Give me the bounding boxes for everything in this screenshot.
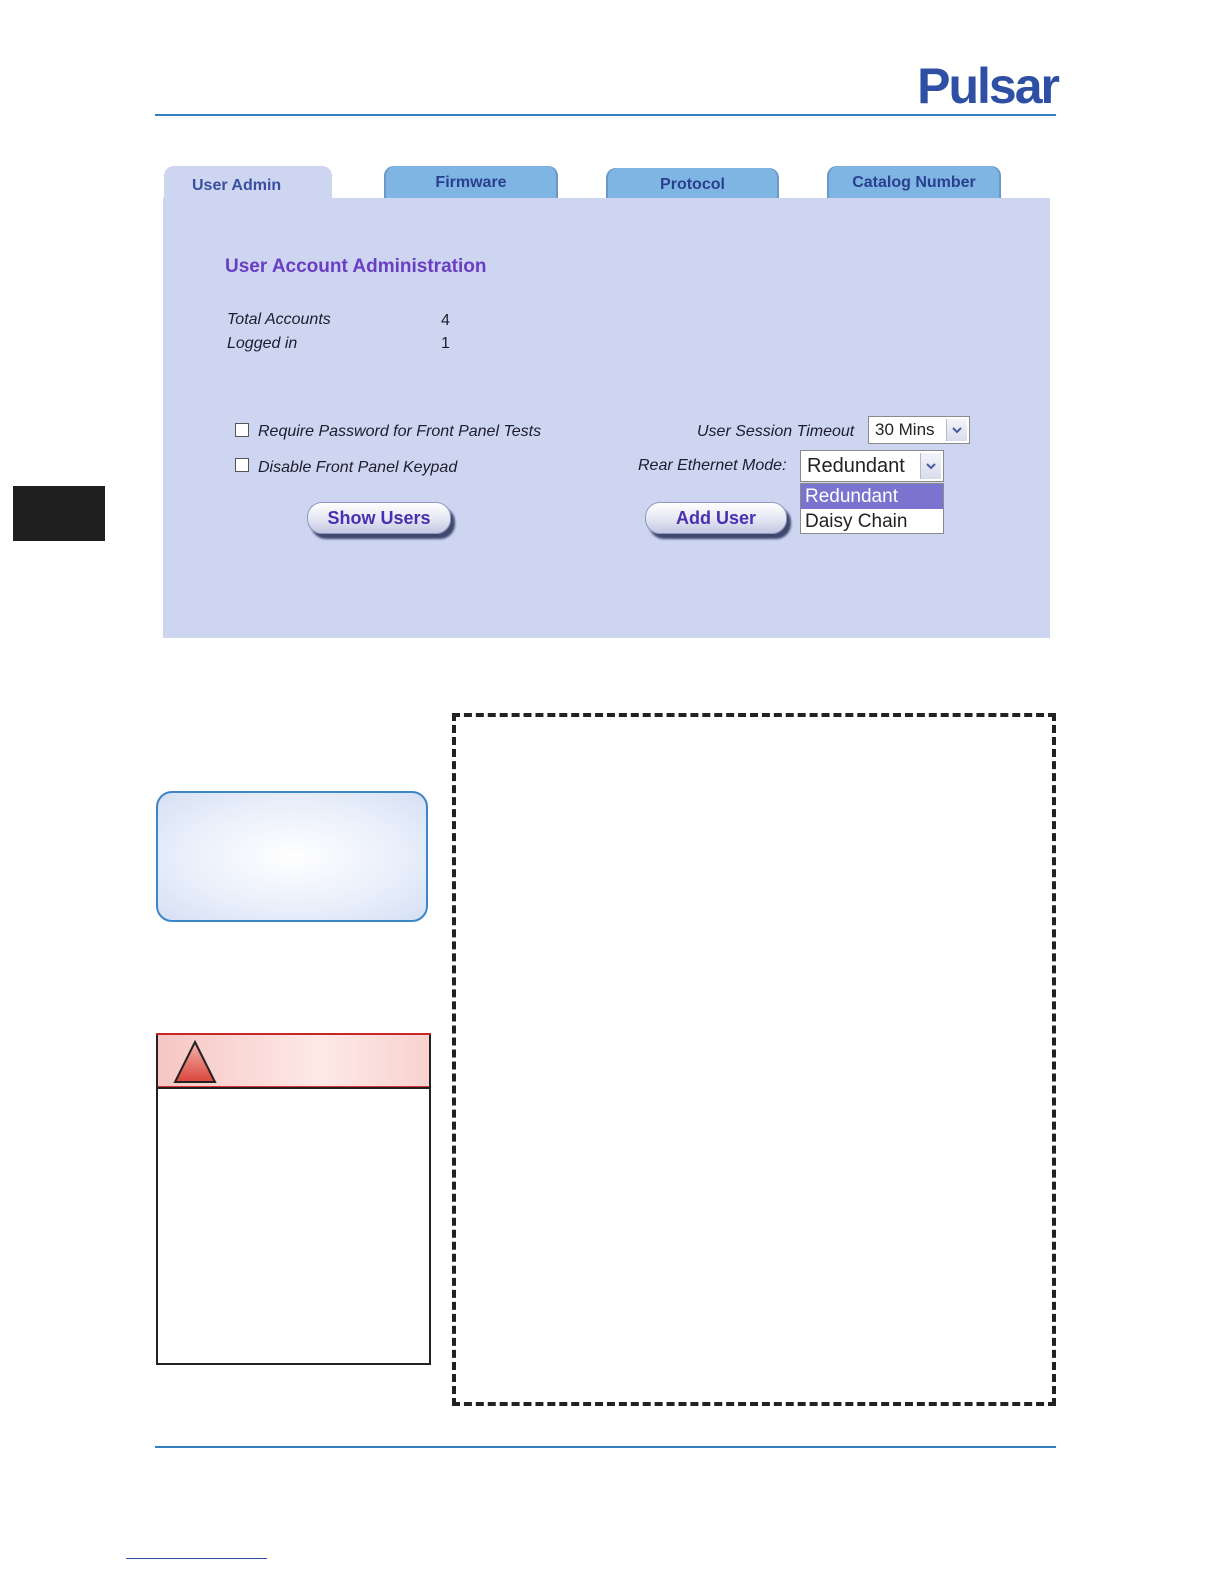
- chevron-down-icon[interactable]: [920, 453, 941, 479]
- session-timeout-value: 30 Mins: [875, 420, 935, 439]
- warning-triangle-icon: [173, 1040, 217, 1084]
- ethernet-mode-select[interactable]: [800, 450, 944, 482]
- note-callout: [156, 791, 428, 922]
- dropdown-option-redundant[interactable]: Redundant: [801, 484, 943, 509]
- ethernet-mode-dropdown: [800, 483, 944, 534]
- require-password-checkbox[interactable]: [235, 423, 249, 437]
- dropdown-option-daisy-chain[interactable]: Daisy Chain: [805, 511, 908, 532]
- section-marker: [13, 486, 105, 541]
- page-title: User Account Administration: [225, 256, 487, 277]
- logged-in-label: Logged in: [227, 335, 298, 352]
- tab-protocol[interactable]: [606, 168, 779, 202]
- tab-label: Catalog Number: [852, 174, 976, 191]
- ethernet-mode-label: Rear Ethernet Mode:: [638, 457, 787, 474]
- show-users-button[interactable]: Show Users: [307, 502, 451, 534]
- tab-catalog-number[interactable]: [827, 166, 1001, 200]
- tab-label: User Admin: [192, 177, 282, 194]
- disable-keypad-checkbox[interactable]: [235, 458, 249, 472]
- disable-keypad-label: Disable Front Panel Keypad: [258, 459, 458, 476]
- logged-in-value: 1: [441, 335, 450, 352]
- dashed-content-frame: [452, 713, 1056, 1406]
- pulsar-logo: [890, 60, 1058, 112]
- warning-box: [156, 1033, 431, 1365]
- spark-icon: [901, 72, 921, 92]
- require-password-label: Require Password for Front Panel Tests: [258, 423, 542, 440]
- session-timeout-select[interactable]: [868, 416, 970, 444]
- chevron-down-icon[interactable]: [946, 419, 967, 441]
- tab-firmware[interactable]: [384, 166, 558, 200]
- total-accounts-label: Total Accounts: [227, 311, 331, 328]
- add-user-button[interactable]: Add User: [645, 502, 787, 534]
- ethernet-mode-value: Redundant: [807, 454, 905, 477]
- total-accounts-value: 4: [441, 312, 450, 329]
- footer-rule: [155, 1446, 1056, 1448]
- footer-underline: [126, 1558, 267, 1559]
- tab-label: Firmware: [435, 174, 507, 191]
- session-timeout-label: User Session Timeout: [697, 423, 855, 440]
- tab-label: Protocol: [660, 176, 725, 193]
- logo-text: Pulsar: [917, 58, 1058, 114]
- header-rule: [155, 114, 1056, 116]
- warning-header: [158, 1035, 429, 1089]
